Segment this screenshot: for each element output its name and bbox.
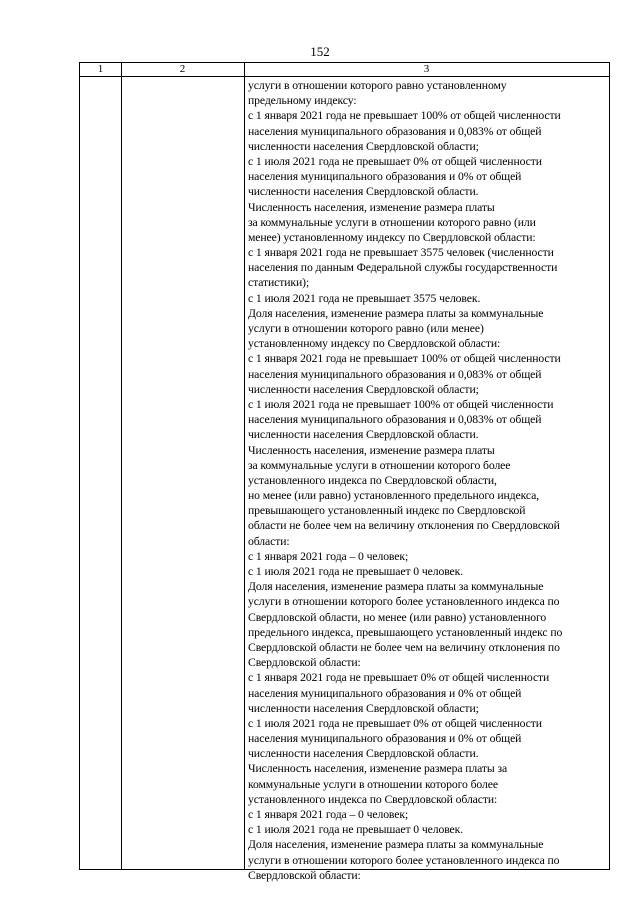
text-line: численности населения Свердловской области. <box>248 428 479 442</box>
text-line: Доля населения, изменение размера платы за коммунальные <box>248 838 544 852</box>
text-line: Свердловской области, но менее (или равно) установленного <box>248 610 547 624</box>
text-line: установленного индекса по Свердловской области, <box>248 473 497 487</box>
text-line: с 1 июля 2021 года не превышает 0 человек. <box>248 823 464 837</box>
text-line: с 1 июля 2021 года не превышает 0 человек. <box>248 565 464 578</box>
text-line: Доля населения, изменение размера платы за коммунальные <box>248 306 544 320</box>
text-line: Численность населения, изменение размера платы <box>248 200 495 214</box>
text-line: с 1 июля 2021 года не превышает 0% от общей численности <box>248 716 542 730</box>
text-line: с 1 января 2021 года – 0 человек; <box>248 808 409 821</box>
text-line: с 1 января 2021 года не превышает 100% от общей численности <box>248 352 561 366</box>
text-line: населения по данным Федеральной службы государственности <box>248 261 558 275</box>
column-divider-2 <box>244 63 245 869</box>
text-line: населения муниципального образования и 0,083% от общей <box>248 413 542 427</box>
text-line: менее) установленному индексу по Свердловской области: <box>248 230 536 244</box>
text-line: численности населения Свердловской области; <box>248 701 479 715</box>
text-line: с 1 января 2021 года не превышает 3575 человек (численности <box>248 246 554 260</box>
text-line: статистики); <box>248 276 310 290</box>
text-line: установленного индекса по Свердловской области: <box>248 792 498 806</box>
text-line: Свердловской области: <box>248 868 361 882</box>
text-line: Численность населения, изменение размера платы за <box>248 762 508 776</box>
column-divider-1 <box>121 63 122 869</box>
text-line: численности населения Свердловской области; <box>248 139 479 153</box>
text-line: Численность населения, изменение размера платы <box>248 443 495 457</box>
text-line: с 1 июля 2021 года не превышает 100% от общей численности <box>248 397 554 411</box>
text-line: услуги в отношении которого более установленного индекса по <box>248 595 560 609</box>
text-line: области: <box>248 534 290 548</box>
header-cell-2: 2 <box>179 63 186 75</box>
text-line: численности населения Свердловской области; <box>248 382 479 396</box>
text-line: предельного индекса, превышающего установленный индекс по <box>248 625 563 639</box>
text-line: услуги в отношении которого равно (или менее) <box>248 322 484 335</box>
text-line: установленному индексу по Свердловской области: <box>248 337 501 351</box>
text-line: населения муниципального образования и 0,083% от общей <box>248 124 542 138</box>
text-line: численности населения Свердловской области. <box>248 185 479 199</box>
page-number: 152 <box>310 44 330 59</box>
text-line: но менее (или равно) установленного предельного индекса, <box>248 489 540 503</box>
column-3-text <box>248 78 608 883</box>
header-cell-3: 3 <box>423 63 430 75</box>
text-line: населения муниципального образования и 0% от общей <box>248 170 522 184</box>
text-line: населения муниципального образования и 0% от общей <box>248 732 522 746</box>
table-header-row <box>80 63 609 77</box>
text-line: области не более чем на величину отклонения по Свердловской <box>248 519 560 533</box>
text-line: с 1 июля 2021 года не превышает 0% от общей численности <box>248 154 542 168</box>
text-line: с 1 января 2021 года не превышает 0% от общей численности <box>248 671 550 685</box>
text-line: услуги в отношении которого равно установленному <box>248 79 507 92</box>
header-cell-1: 1 <box>97 63 104 75</box>
text-line: населения муниципального образования и 0% от общей <box>248 686 522 700</box>
document-table <box>79 62 610 882</box>
text-line: Свердловской области не более чем на величину отклонения по <box>248 640 560 654</box>
text-line: с 1 января 2021 года – 0 человек; <box>248 549 409 563</box>
text-line: населения муниципального образования и 0,083% от общей <box>248 367 542 381</box>
text-line: численности населения Свердловской области. <box>248 747 479 761</box>
text-line: с 1 января 2021 года не превышает 100% от общей численности <box>248 109 561 123</box>
text-line: Доля населения, изменение размера платы за коммунальные <box>248 580 544 594</box>
text-line: услуги в отношении которого более установленного индекса по <box>248 853 560 867</box>
text-line: предельному индексу: <box>248 94 357 108</box>
text-line: за коммунальные услуги в отношении которого более <box>248 458 511 472</box>
text-line: Свердловской области: <box>248 656 361 670</box>
text-line: с 1 июля 2021 года не превышает 3575 человек. <box>248 291 481 305</box>
text-line: превышающего установленный индекс по Свердловской <box>248 504 526 518</box>
text-line: коммунальные услуги в отношении которого более <box>248 777 498 791</box>
text-line: за коммунальные услуги в отношении которого равно (или <box>248 215 536 229</box>
